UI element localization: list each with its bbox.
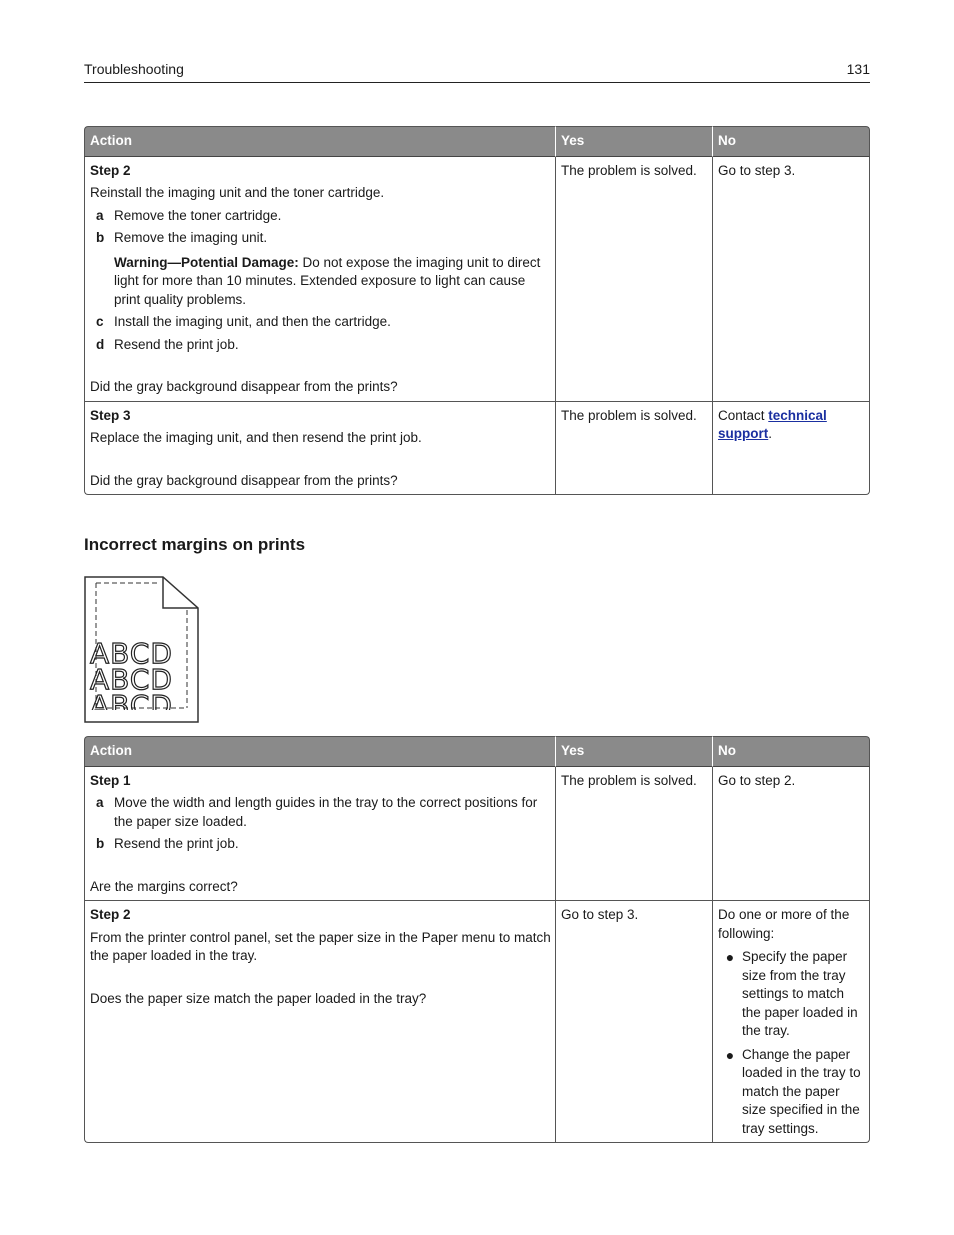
substep-text: Resend the print job. — [114, 336, 239, 352]
table-header-row — [84, 736, 870, 767]
page-number: 131 — [846, 61, 870, 77]
step-intro: Reinstall the imaging unit and the toner cartridge. — [90, 185, 385, 200]
table-row — [84, 901, 870, 1143]
header-action: Action — [84, 736, 555, 767]
step-label: Step 3 — [90, 407, 131, 423]
step-label: Step 2 — [90, 907, 131, 922]
substep-text: Install the imaging unit, and then the cartridge. — [114, 314, 391, 329]
substep-letter: a — [96, 795, 104, 810]
bullet-icon: ● — [725, 1046, 735, 1063]
substep-b — [90, 229, 551, 248]
step-question: Are the margins correct? — [90, 878, 238, 894]
substep-b — [90, 835, 551, 854]
sample-text-line-2: ABCD — [90, 663, 173, 696]
table-row — [84, 767, 870, 902]
step-label: Step 1 — [90, 772, 131, 788]
header-no: No — [712, 126, 870, 157]
no-cell — [712, 901, 870, 1143]
warning-text: Do not expose the imaging unit to direct light for more than 10 minutes. Extended exposure to light can cause print quality problems. — [114, 254, 541, 307]
substep-letter: d — [96, 336, 105, 352]
yes-cell: The problem is solved. — [555, 157, 712, 402]
sample-text-line-1: ABCD — [90, 637, 173, 670]
troubleshooting-table-gray-background — [84, 126, 870, 495]
substep-d — [90, 336, 551, 355]
yes-cell: The problem is solved. — [555, 402, 712, 496]
warning-label: Warning—Potential Damage: — [114, 254, 299, 270]
bullet-text: Change the paper loaded in the tray to match the paper size specified in the tray settings. — [742, 1046, 861, 1136]
substep-letter: b — [96, 836, 105, 851]
no-cell: Go to step 2. — [712, 767, 870, 902]
technical-support-link[interactable]: technical support — [718, 407, 827, 441]
section-name: Troubleshooting — [84, 61, 184, 77]
header-yes: Yes — [555, 736, 712, 767]
bullet-icon: ● — [725, 949, 735, 965]
action-cell — [84, 901, 555, 1143]
substep-letter: c — [96, 314, 104, 329]
substep-text: Remove the imaging unit. — [114, 230, 268, 245]
list-item — [718, 1046, 865, 1139]
yes-cell: The problem is solved. — [555, 767, 712, 902]
step-question: Did the gray background disappear from the prints? — [90, 379, 398, 394]
no-prefix: Contact — [718, 407, 769, 423]
yes-cell: Go to step 3. — [555, 901, 712, 1143]
margins-illustration — [84, 576, 200, 724]
list-item — [718, 948, 865, 1041]
action-cell — [84, 402, 555, 496]
substep-text: Resend the print job. — [114, 836, 239, 851]
header-yes: Yes — [555, 126, 712, 157]
step-question: Did the gray background disappear from the prints? — [90, 472, 398, 488]
section-title: Incorrect margins on prints — [84, 535, 306, 554]
header-action: Action — [84, 126, 555, 157]
step-text: From the printer control panel, set the paper size in the Paper menu to match the paper loaded in the tray. — [90, 929, 551, 963]
no-intro: Do one or more of the following: — [718, 907, 850, 941]
substep-c — [90, 313, 551, 332]
substep-a — [90, 207, 551, 226]
warning-note — [114, 254, 551, 310]
substep-text: Remove the toner cartridge. — [114, 207, 282, 223]
substep-a — [90, 794, 551, 831]
no-suffix: . — [768, 426, 773, 441]
table-header-row — [84, 126, 870, 157]
step-text: Replace the imaging unit, and then resend the print job. — [90, 430, 422, 445]
sample-text-line-3: ABCD — [90, 689, 173, 722]
step-label: Step 2 — [90, 162, 131, 178]
table-row — [84, 402, 870, 496]
troubleshooting-table-margins — [84, 736, 870, 1143]
substep-letter: b — [96, 230, 105, 245]
header-no: No — [712, 736, 870, 767]
no-cell — [712, 402, 870, 496]
substep-text: Move the width and length guides in the tray to the correct positions for the paper size loaded. — [114, 795, 538, 829]
action-cell — [84, 767, 555, 902]
substep-letter: a — [96, 207, 104, 223]
page-header — [84, 60, 870, 83]
no-cell: Go to step 3. — [712, 157, 870, 402]
step-question: Does the paper size match the paper loaded in the tray? — [90, 990, 427, 1006]
table-row — [84, 157, 870, 402]
bullet-text: Specify the paper size from the tray settings to match the paper loaded in the tray. — [742, 949, 858, 1038]
action-cell — [84, 157, 555, 402]
